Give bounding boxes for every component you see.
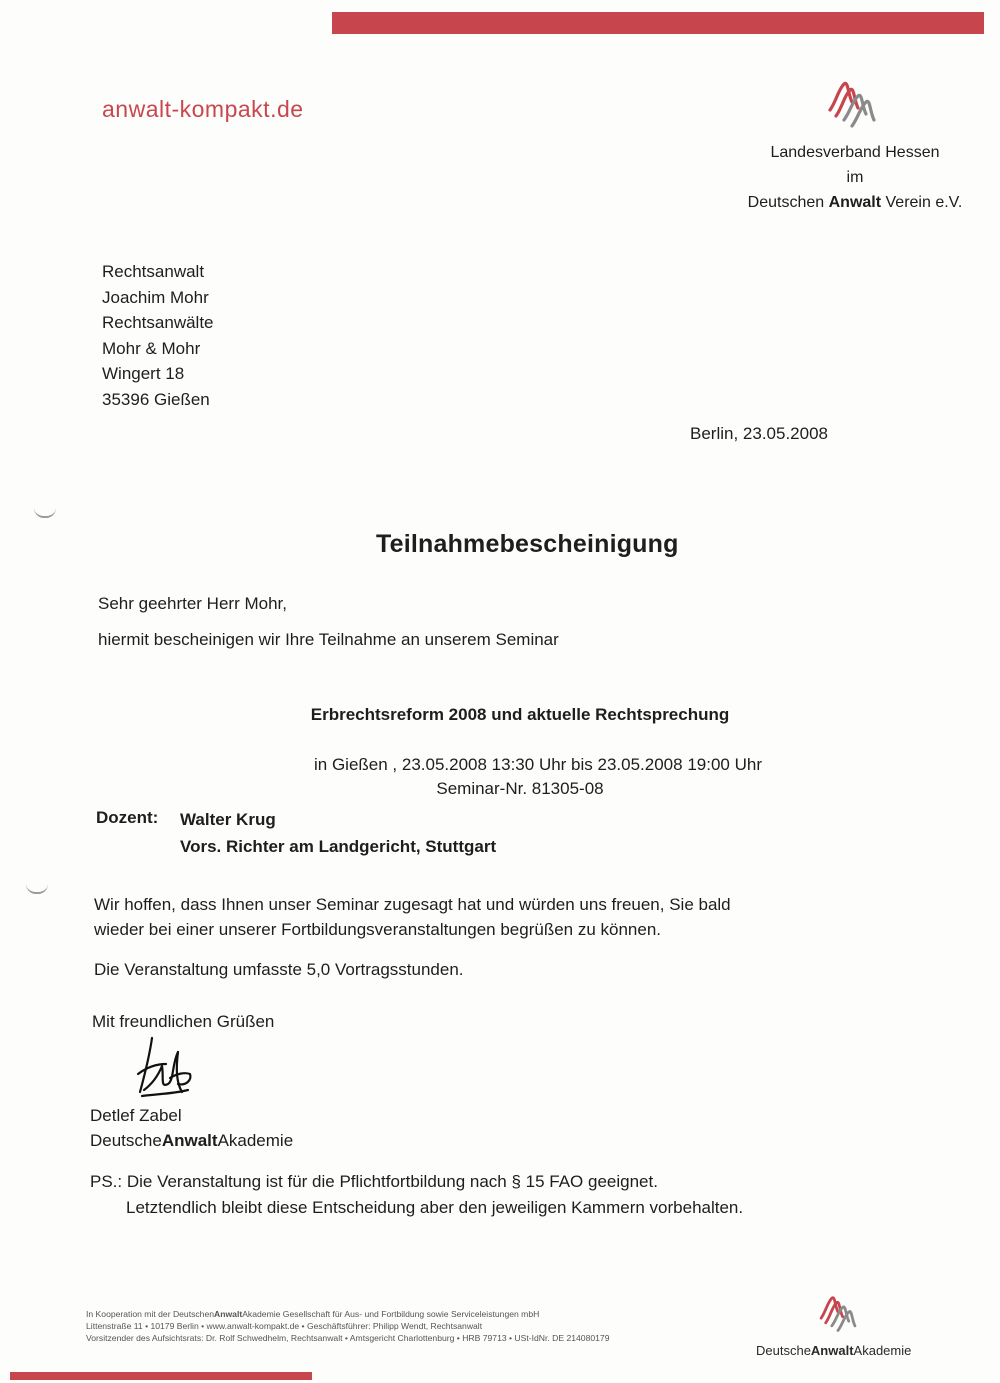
footer-line-3: Vorsitzender des Aufsichtsrats: Dr. Rolf Schwedhelm, Rechtsanwalt • Amtsgericht Charlottenburg • HRB 79713 • USt-IdNr. DE 214080179: [86, 1333, 610, 1343]
recipient-address: [102, 259, 214, 412]
recipient-line-4: Mohr & Mohr: [102, 338, 201, 358]
footer-legal: [86, 1308, 609, 1344]
footer-line-2: Littenstraße 11 • 10179 Berlin • www.anwalt-kompakt.de • Geschäftsführer: Philipp Wendt, Rechtsanwalt: [86, 1321, 483, 1331]
footer-brand-post: Akademie: [853, 1343, 912, 1358]
association-line-3-pre: Deutschen: [747, 194, 829, 211]
salutation: Sehr geehrter Herr Mohr,: [98, 594, 287, 613]
association-block: [740, 140, 970, 215]
signer-organization: [90, 1131, 293, 1151]
closing-greeting: Mit freundlichen Grüßen: [92, 1012, 275, 1031]
signer-org-post: Akademie: [217, 1131, 294, 1150]
signer-org-bold: Anwalt: [161, 1131, 218, 1150]
document-title: Teilnahmebescheinigung: [376, 530, 679, 558]
hope-line-1: Wir hoffen, dass Ihnen unser Seminar zugesagt hat und würden uns freuen, Sie bald: [94, 895, 731, 914]
association-line-2: im: [846, 169, 864, 186]
ps-line-1: PS.: Die Veranstaltung ist für die Pflichtfortbildung nach § 15 FAO geeignet.: [90, 1172, 658, 1191]
footer-brand-pre: Deutsche: [756, 1343, 811, 1358]
recipient-line-6: 35396 Gießen: [102, 389, 210, 409]
handwritten-signature: [132, 1034, 196, 1102]
association-line-3-bold: Anwalt: [828, 194, 882, 211]
hours-text: Die Veranstaltung umfasste 5,0 Vortragsstunden.: [94, 960, 464, 979]
recipient-line-3: Rechtsanwälte: [102, 313, 214, 332]
dav-wave-logo-icon: [826, 72, 878, 132]
brand-title: anwalt-kompakt.de: [102, 96, 304, 122]
recipient-line-1: Rechtsanwalt: [102, 262, 205, 281]
association-line-3: [740, 190, 970, 215]
footer-brand: [756, 1343, 911, 1358]
association-line-1: Landesverband Hessen: [770, 144, 940, 161]
footer-accent-bar: [10, 1372, 312, 1380]
header-accent-bar: [332, 12, 984, 34]
letter-date: Berlin, 23.05.2008: [690, 424, 828, 443]
seminar-time: in Gießen , 23.05.2008 13:30 Uhr bis 23.05.2008 19:00 Uhr: [314, 755, 762, 774]
ps-line-2: Letztendlich bleibt diese Entscheidung aber den jeweiligen Kammern vorbehalten.: [126, 1198, 744, 1217]
hope-line-2: wieder bei einer unserer Fortbildungsveranstaltungen begrüßen zu können.: [94, 920, 662, 939]
footer-line-1-bold: Anwalt: [214, 1309, 243, 1319]
lecturer-name: Walter Krug: [180, 810, 276, 829]
seminar-title: Erbrechtsreform 2008 und aktuelle Rechtsprechung: [310, 705, 730, 724]
punch-hole-mark: [34, 508, 56, 518]
lecturer-title: Vors. Richter am Landgericht, Stuttgart: [180, 837, 497, 856]
association-line-3-post: Verein e.V.: [881, 194, 963, 211]
footer-brand-bold: Anwalt: [810, 1343, 854, 1358]
footer-line-1: [86, 1308, 609, 1320]
lecturer-label: Dozent:: [96, 808, 159, 827]
intro-text: hiermit bescheinigen wir Ihre Teilnahme an unserem Seminar: [98, 630, 559, 649]
recipient-line-2: Joachim Mohr: [102, 287, 209, 307]
recipient-line-5: Wingert 18: [102, 364, 185, 383]
footer-line-1-post: Akademie Gesellschaft für Aus- und Fortbildung sowie Serviceleistungen mbH: [242, 1309, 540, 1319]
footer-line-1-pre: In Kooperation mit der Deutschen: [86, 1309, 215, 1319]
punch-hole-mark: [26, 884, 48, 894]
signer-org-pre: Deutsche: [90, 1131, 162, 1150]
seminar-number: Seminar-Nr. 81305-08: [436, 779, 604, 798]
signer-name: Detlef Zabel: [90, 1106, 182, 1125]
dav-wave-logo-icon: [818, 1288, 858, 1336]
